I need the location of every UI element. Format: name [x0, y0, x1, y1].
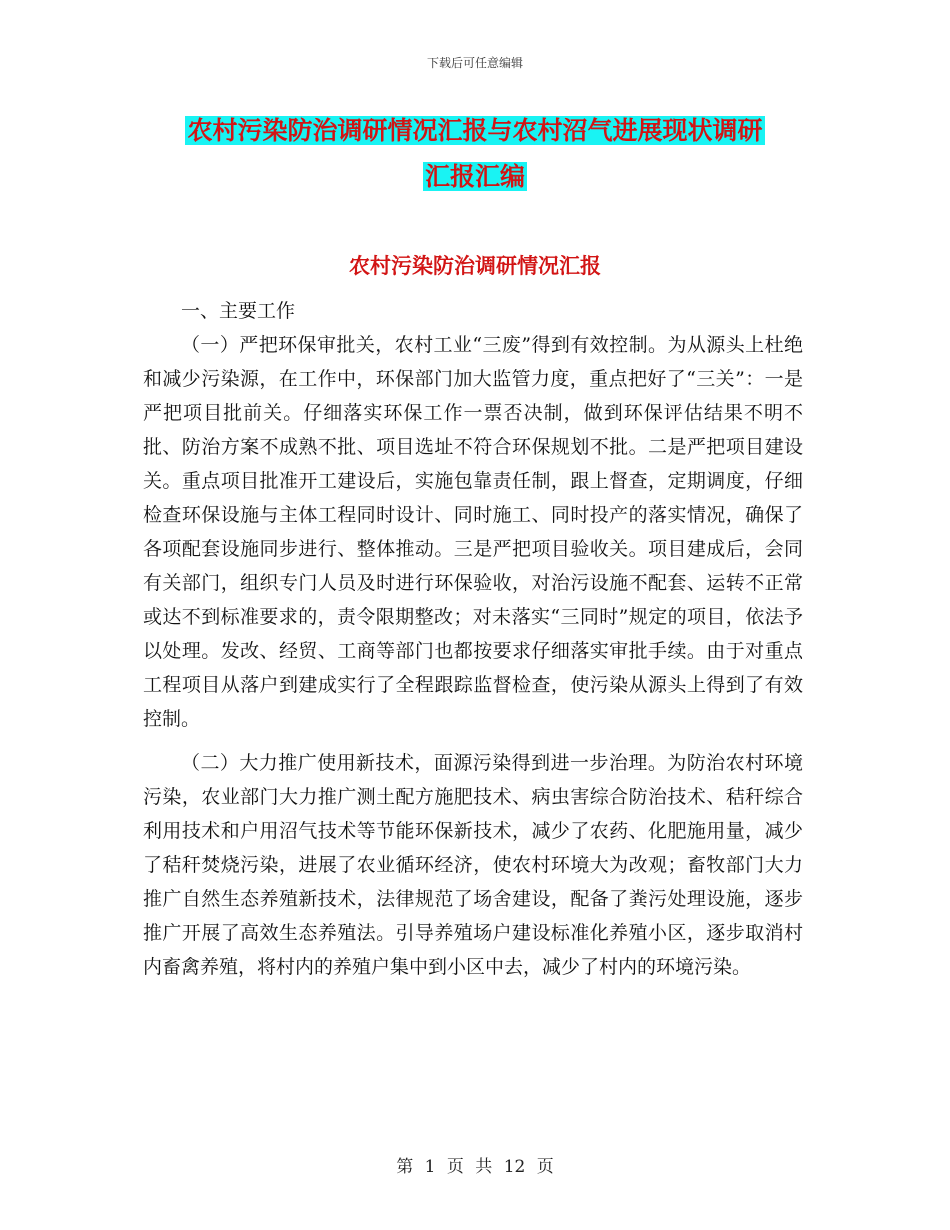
document-title: [100, 108, 850, 200]
body-text: [143, 294, 803, 984]
document-title-line-2: 汇报汇编: [424, 162, 525, 191]
section-title: 农村污染防治调研情况汇报: [349, 253, 601, 278]
document-title-line-1: 农村污染防治调研情况汇报与农村沼气进展现状调研: [187, 116, 763, 145]
header-note: 下载后可任意编辑: [426, 56, 523, 70]
paragraph-1: （一）严把环保审批关，农村工业“三废”得到有效控制。为从源头上杜绝和减少污染源，在工作中，环保部门加大监管力度，重点把好了“三关”：一是严把项目批前关。仔细落实环保工作一票否决制，做到环保评估结果不明不批、防治方案不成熟不批、项目选址不符合环保规划不批。二是严把项目建设关。重点项目批准开工建设后，实施包靠责任制，跟上督查，定期调度，仔细检查环保设施与主体工程同时设计、同时施工、同时投产的落实情况，确保了各项配套设施同步进行、整体推动。三是严把项目验收关。项目建成后，会同有关部门，组织专门人员及时进行环保验收，对治污设施不配套、运转不正常或达不到标准要求的，责令限期整改；对未落实“三同时”规定的项目，依法予以处理。发改、经贸、工商等部门也都按要求仔细落实审批手续。由于对重点工程项目从落户到建成实行了全程跟踪监督检查，使污染从源头上得到了有效控制。: [143, 334, 803, 730]
page-footer: 第 1 页 共 12 页: [396, 1157, 554, 1177]
heading-main-work: 一、主要工作: [181, 300, 296, 322]
paragraph-2: （二）大力推广使用新技术，面源污染得到进一步治理。为防治农村环境污染，农业部门大力推广测土配方施肥技术、病虫害综合防治技术、秸秆综合利用技术和户用沼气技术等节能环保新技术，减少了农药、化肥施用量，减少了秸秆焚烧污染，进展了农业循环经济，使农村环境大为改观；畜牧部门大力推广自然生态养殖新技术，法律规范了场舍建设，配备了粪污处理设施，逐步推广开展了高效生态养殖法。引导养殖场户建设标准化养殖小区，逐步取消村内畜禽养殖，将村内的养殖户集中到小区中去，减少了村内的环境污染。: [143, 752, 803, 978]
